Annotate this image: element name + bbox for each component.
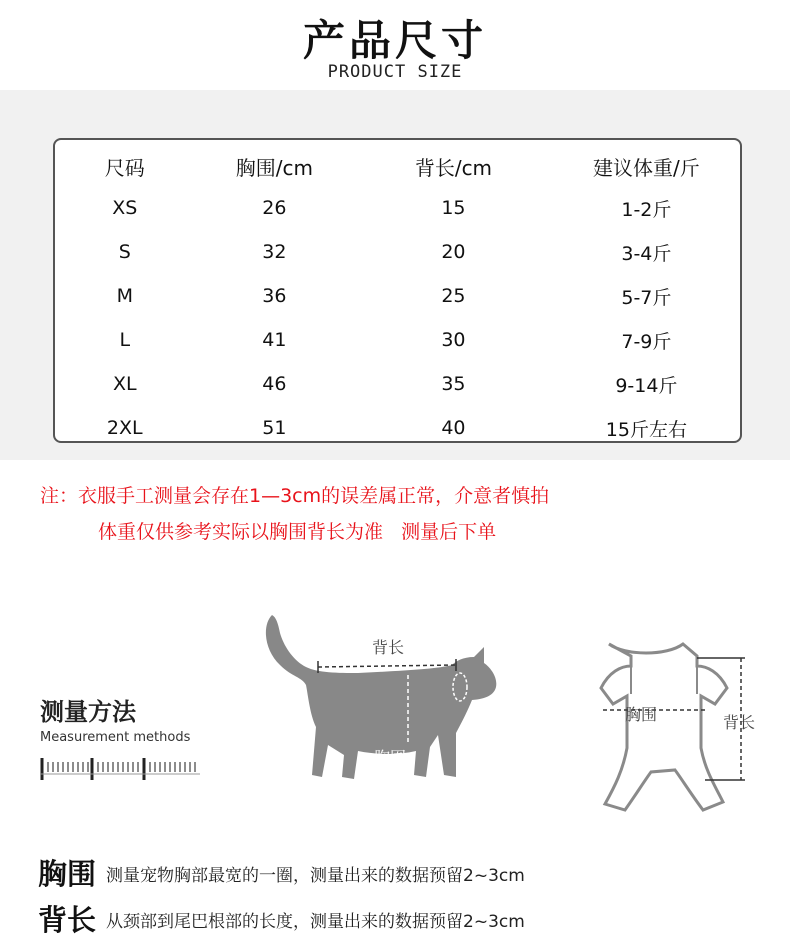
cell-size: XS — [112, 197, 138, 219]
ruler-icon — [40, 754, 200, 784]
cell-chest: 32 — [262, 241, 287, 263]
size-table — [55, 146, 740, 450]
cell-size: L — [119, 329, 131, 351]
cat-back-label: 背长 — [372, 638, 405, 657]
cell-back-length: 40 — [441, 417, 466, 439]
cell-weight: 1-2斤 — [621, 198, 672, 221]
table-row — [55, 362, 740, 406]
clothes-measurement-figure — [555, 630, 775, 820]
table-header-row — [55, 146, 740, 186]
table-row — [55, 318, 740, 362]
definition-text: 从颈部到尾巴根部的长度，测量出来的数据预留2~3cm — [106, 912, 525, 932]
cell-weight: 9-14斤 — [615, 374, 678, 397]
column-header-back-length: 背长/cm — [414, 155, 493, 180]
column-header-weight: 建议体重/斤 — [593, 155, 700, 180]
method-subtitle: Measurement methods — [40, 730, 191, 745]
cell-size: 2XL — [106, 417, 143, 439]
cell-back-length: 25 — [441, 285, 466, 307]
definition-back-length — [38, 898, 525, 939]
note-line-1: 注：衣服手工测量会存在1—3cm的误差属正常，介意者慎拍 — [40, 485, 550, 507]
table-row — [55, 230, 740, 274]
cell-size: XL — [112, 373, 137, 395]
cell-chest: 51 — [262, 417, 287, 439]
page-title: 产品尺寸 — [302, 16, 487, 65]
note-line-2: 体重仅供参考实际以胸围背长为准 测量后下单 — [98, 521, 497, 543]
header — [0, 0, 790, 90]
cell-size: S — [118, 241, 131, 263]
column-header-chest: 胸围/cm — [235, 155, 313, 180]
measurement-note — [40, 478, 770, 550]
definition-term: 背长 — [38, 903, 97, 937]
page-subtitle: PRODUCT SIZE — [327, 62, 463, 82]
cell-back-length: 15 — [441, 197, 466, 219]
cell-chest: 26 — [262, 197, 287, 219]
method-title: 测量方法 — [40, 698, 136, 726]
cell-weight: 7-9斤 — [621, 330, 672, 353]
cell-back-length: 30 — [441, 329, 466, 351]
cat-chest-label: 胸围 — [374, 748, 407, 767]
definition-text: 测量宠物胸部最宽的一圈，测量出来的数据预留2~3cm — [106, 866, 525, 886]
cell-chest: 36 — [262, 285, 287, 307]
definition-term: 胸围 — [38, 857, 97, 891]
definition-chest — [38, 852, 525, 893]
cell-back-length: 35 — [441, 373, 466, 395]
cell-chest: 41 — [262, 329, 287, 351]
cat-measurement-figure — [258, 605, 508, 785]
cell-chest: 46 — [262, 373, 287, 395]
cell-weight: 15斤左右 — [605, 418, 687, 441]
clothes-chest-label: 胸围 — [625, 705, 658, 724]
size-chart-card — [53, 138, 742, 443]
cell-back-length: 20 — [441, 241, 466, 263]
cell-size: M — [116, 285, 133, 307]
table-row — [55, 406, 740, 450]
table-row — [55, 186, 740, 230]
table-row — [55, 274, 740, 318]
clothes-back-label: 背长 — [723, 713, 756, 732]
column-header-size: 尺码 — [104, 155, 145, 180]
cell-weight: 3-4斤 — [621, 242, 672, 265]
cell-weight: 5-7斤 — [621, 286, 672, 309]
